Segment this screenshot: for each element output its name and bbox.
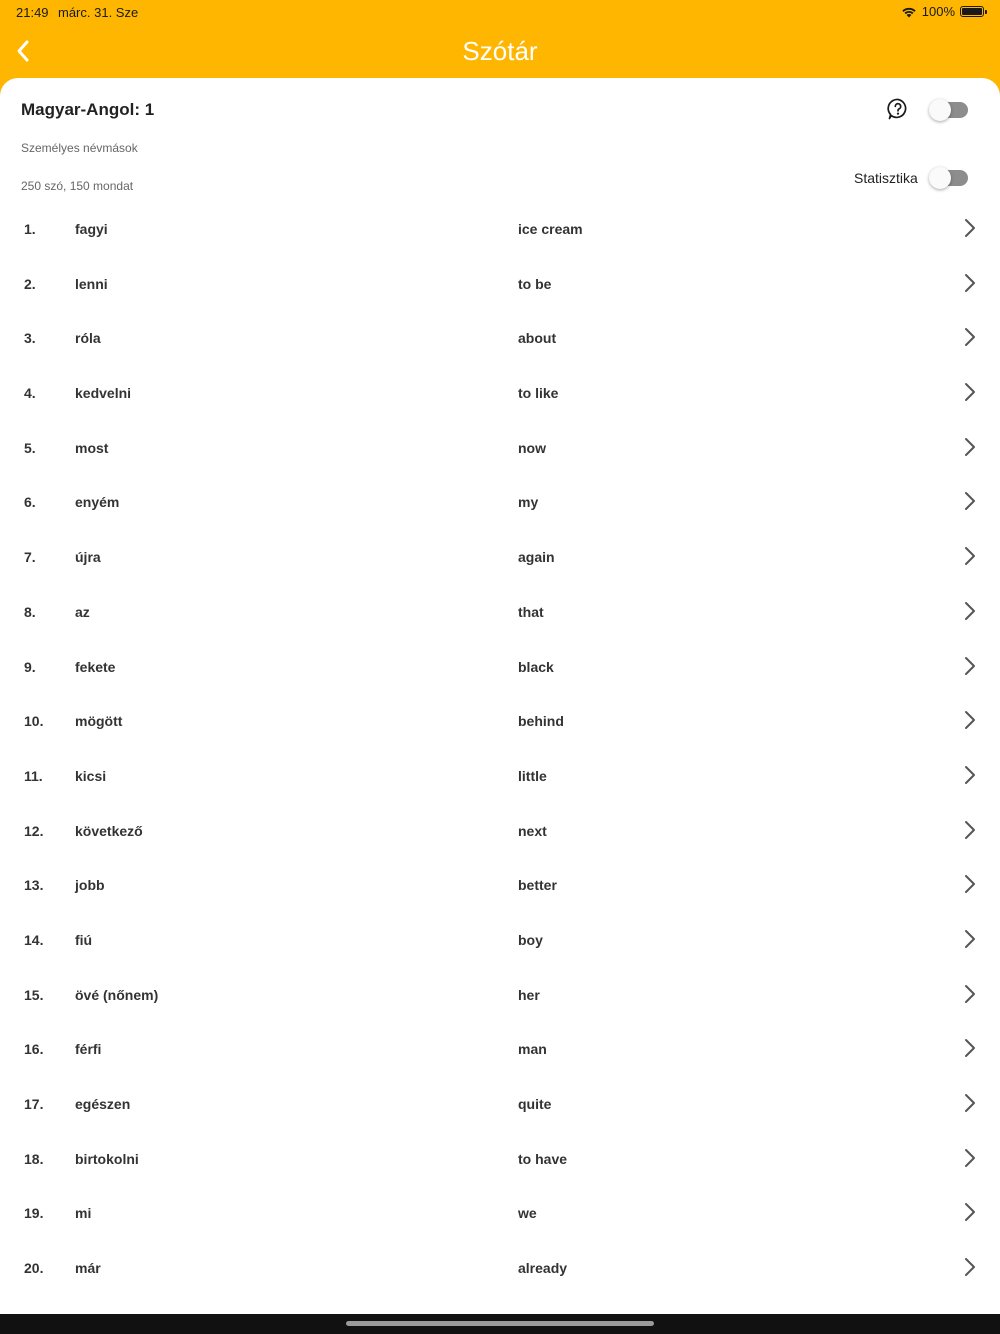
category-subtitle: Személyes névmások — [21, 141, 138, 155]
status-date: márc. 31. Sze — [58, 5, 139, 20]
word-number: 10. — [24, 713, 44, 730]
list-item[interactable] — [0, 256, 1000, 311]
list-item[interactable] — [0, 693, 1000, 748]
dictionary-sheet — [0, 78, 1000, 1314]
word-number: 4. — [24, 385, 36, 402]
hungarian-word: most — [75, 439, 109, 456]
header-toggle[interactable] — [932, 102, 968, 118]
dictionary-title: Magyar-Angol: 1 — [21, 100, 155, 119]
word-number: 15. — [24, 986, 44, 1003]
hungarian-word: róla — [75, 330, 101, 347]
word-number: 12. — [24, 822, 44, 839]
english-word: next — [518, 822, 547, 839]
word-number: 2. — [24, 275, 36, 292]
status-time: 21:49 — [16, 5, 49, 20]
list-item[interactable] — [0, 584, 1000, 639]
chevron-right-icon — [963, 600, 977, 622]
statistics-toggle[interactable] — [932, 170, 968, 186]
chevron-right-icon — [963, 1147, 977, 1169]
list-item[interactable] — [0, 1240, 1000, 1295]
hungarian-word: az — [75, 603, 90, 620]
list-item[interactable] — [0, 365, 1000, 420]
word-number: 8. — [24, 603, 36, 620]
word-number: 20. — [24, 1260, 44, 1277]
page-title: Szótár — [462, 36, 538, 66]
english-word: little — [518, 767, 547, 784]
word-number: 16. — [24, 1041, 44, 1058]
hungarian-word: következő — [75, 822, 143, 839]
list-item[interactable] — [0, 1131, 1000, 1186]
english-word: now — [518, 439, 546, 456]
list-item[interactable] — [0, 420, 1000, 475]
chevron-right-icon — [963, 217, 977, 239]
chevron-right-icon — [963, 381, 977, 403]
battery-icon — [960, 6, 984, 17]
bottom-bar — [0, 1314, 1000, 1334]
word-number: 19. — [24, 1205, 44, 1222]
list-item[interactable] — [0, 912, 1000, 967]
list-item[interactable] — [0, 474, 1000, 529]
chevron-right-icon — [963, 1256, 977, 1278]
chevron-right-icon — [963, 709, 977, 731]
list-item[interactable] — [0, 1076, 1000, 1131]
list-item[interactable] — [0, 1021, 1000, 1076]
word-list — [0, 201, 1000, 1295]
english-word: her — [518, 986, 540, 1003]
word-number: 7. — [24, 549, 36, 566]
word-number: 5. — [24, 439, 36, 456]
battery-percent: 100% — [921, 4, 955, 19]
hungarian-word: kicsi — [75, 767, 107, 784]
list-item[interactable] — [0, 803, 1000, 858]
chevron-right-icon — [963, 873, 977, 895]
wifi-icon — [901, 6, 917, 18]
chevron-right-icon — [963, 655, 977, 677]
status-bar — [0, 0, 1000, 24]
hungarian-word: egészen — [75, 1096, 131, 1112]
hungarian-word: jobb — [75, 877, 105, 894]
hungarian-word: újra — [75, 549, 101, 566]
english-word: my — [518, 494, 539, 511]
word-number: 11. — [24, 767, 43, 784]
list-item[interactable] — [0, 529, 1000, 584]
word-number: 18. — [24, 1150, 44, 1167]
chevron-right-icon — [963, 819, 977, 841]
english-word: boy — [518, 931, 543, 948]
list-item[interactable] — [0, 857, 1000, 912]
chevron-right-icon — [963, 272, 977, 294]
chevron-right-icon — [963, 764, 977, 786]
word-number: 13. — [24, 877, 44, 894]
hungarian-word: enyém — [75, 494, 120, 511]
chevron-right-icon — [963, 545, 977, 567]
list-item[interactable] — [0, 639, 1000, 694]
word-number: 14. — [24, 931, 44, 948]
chevron-right-icon — [963, 436, 977, 458]
hungarian-word: lenni — [75, 275, 108, 292]
chevron-right-icon — [963, 1201, 977, 1223]
word-number: 6. — [24, 494, 36, 511]
nav-bar — [0, 24, 1000, 78]
english-word: that — [518, 603, 544, 620]
chevron-right-icon — [963, 983, 977, 1005]
hungarian-word: fagyi — [75, 221, 108, 237]
english-word: behind — [518, 713, 564, 730]
hungarian-word: már — [75, 1260, 101, 1277]
hungarian-word: férfi — [75, 1041, 102, 1058]
english-word: about — [518, 330, 557, 347]
english-word: to be — [518, 275, 552, 292]
hungarian-word: fiú — [75, 931, 93, 948]
chevron-right-icon — [963, 1092, 977, 1114]
english-word: ice cream — [518, 221, 583, 237]
english-word: we — [518, 1205, 537, 1222]
word-number: 17. — [24, 1096, 44, 1112]
chevron-right-icon — [963, 490, 977, 512]
chevron-right-icon — [963, 928, 977, 950]
hungarian-word: övé (nőnem) — [75, 986, 159, 1003]
word-number: 9. — [24, 658, 36, 675]
status-right — [901, 4, 984, 19]
english-word: to have — [518, 1150, 568, 1167]
hungarian-word: mi — [75, 1205, 92, 1222]
english-word: man — [518, 1041, 547, 1058]
chevron-right-icon — [963, 1037, 977, 1059]
statistics-label: Statisztika — [854, 170, 918, 186]
english-word: black — [518, 658, 554, 675]
list-item[interactable] — [0, 310, 1000, 365]
word-number: 3. — [24, 330, 36, 347]
hungarian-word: mögött — [75, 713, 123, 730]
chevron-right-icon — [963, 326, 977, 348]
question-bubble-icon[interactable] — [887, 98, 909, 120]
list-item[interactable] — [0, 748, 1000, 803]
list-item[interactable] — [0, 201, 1000, 256]
list-item[interactable] — [0, 967, 1000, 1022]
list-item[interactable] — [0, 1185, 1000, 1240]
hungarian-word: fekete — [75, 658, 116, 675]
english-word: better — [518, 877, 557, 894]
word-number: 1. — [24, 221, 36, 237]
english-word: already — [518, 1260, 568, 1277]
home-indicator[interactable] — [346, 1321, 654, 1326]
english-word: to like — [518, 385, 559, 402]
word-sentence-count: 250 szó, 150 mondat — [21, 179, 134, 193]
english-word: again — [518, 549, 555, 566]
english-word: quite — [518, 1096, 552, 1112]
hungarian-word: kedvelni — [75, 385, 132, 402]
hungarian-word: birtokolni — [75, 1150, 139, 1167]
